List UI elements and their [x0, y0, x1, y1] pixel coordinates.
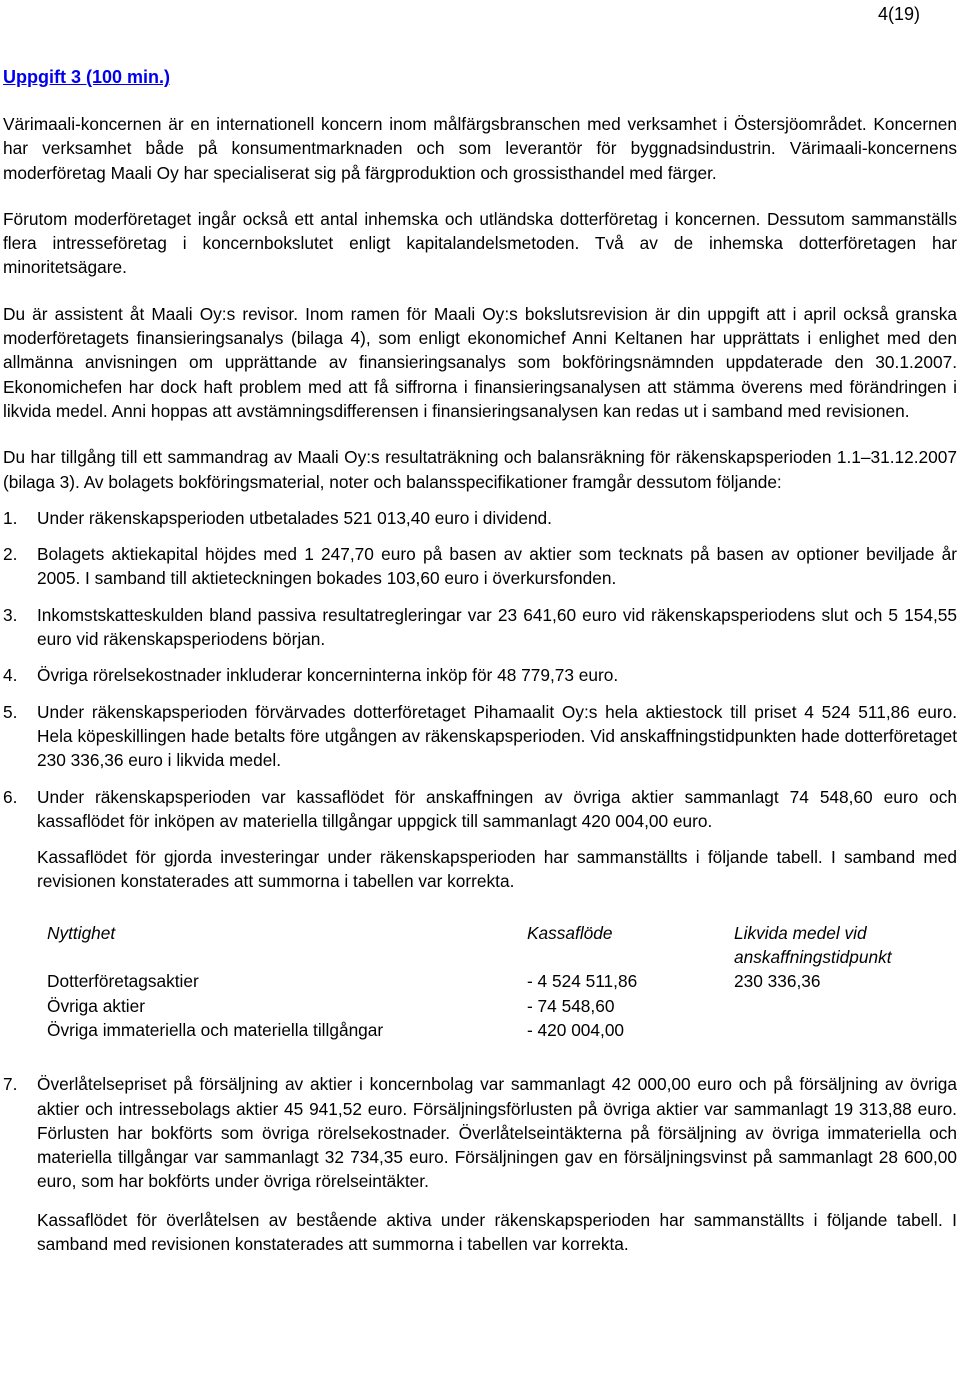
divestment-note: Kassaflödet för överlåtelsen av bestående aktiva under räkenskapsperioden har sammanställts i följande tabell. I samband med revisionen konstaterades att summorna i tabellen var korrekta. — [37, 1209, 957, 1254]
table-header-cell: Likvida medel vid anskaffningstidpunkt — [734, 922, 892, 968]
list-item-text: Under räkenskapsperioden var kassaflödet för anskaffningen av övriga aktier sammanlagt 74 548,60 euro och kassaflödet för inköpen av materiella tillgångar uppgick till sammanlagt 420 004,00 euro. — [37, 786, 957, 831]
table-cell: Övriga aktier — [47, 995, 145, 1016]
list-item-text: Bolagets aktiekapital höjdes med 1 247,70 euro på basen av aktier som tecknats på basen av optioner beviljade år 2005. I samband till aktieteckningen bokades 103,60 euro i överkursfonden. — [37, 544, 957, 589]
list-number: 5. — [3, 701, 18, 722]
list-number: 4. — [3, 665, 18, 686]
list-number: 2. — [3, 544, 18, 565]
table-header-row — [47, 921, 957, 970]
table-header-cell: Kassaflöde — [527, 922, 613, 943]
list-item-text: Under räkenskapsperioden utbetalades 521 013,40 euro i dividend. — [37, 507, 552, 528]
list-number: 7. — [3, 1074, 18, 1095]
table-row — [47, 1018, 957, 1042]
list-item-text: Övriga rörelsekostnader inkluderar koncerninterna inköp för 48 779,73 euro. — [37, 665, 619, 686]
table-cell: - 4 524 511,86 — [527, 971, 638, 992]
list-item — [3, 542, 957, 591]
numbered-list — [3, 1072, 957, 1193]
list-item — [3, 700, 957, 773]
numbered-list — [3, 506, 957, 833]
document-body — [3, 112, 957, 1256]
list-item-text: Överlåtelsepriset på försäljning av aktier i koncernbolag var sammanlagt 42 000,00 euro och på försäljning av övriga aktier och intressebolags aktier 45 941,52 euro. Försäljningsförlusten på övriga aktier var sammanlagt 19 313,88 euro. Förlusten har bokförts som övriga rörelsekostnader. Överlåtelseintäkterna på försäljning av övriga immateriella och materiella tillgångar var sammanlagt 32 734,35 euro. Försäljningen gav en försäljningsvinst på sammanlagt 28 600,00 euro, som har bokförts under övriga rörelseintäkter. — [37, 1074, 957, 1192]
list-number: 1. — [3, 507, 18, 528]
list-item-text: Inkomstskatteskulden bland passiva resultatregleringar var 23 641,60 euro vid räkenskapsperiodens slut och 5 154,55 euro vid räkenskapsperiodens början. — [37, 604, 957, 650]
intro-paragraph: Du har tillgång till ett sammandrag av Maali Oy:s resultaträkning och balansräkning för räkenskapsperioden 1.1–31.12.2007 (bilaga 3). Av bolagets bokföringsmaterial, noter och balansspecifikationer framgår dessutom följande: — [3, 447, 957, 492]
table-cell: Dotterföretagsaktier — [47, 971, 199, 992]
list-number: 3. — [3, 604, 18, 625]
list-item — [3, 1072, 957, 1193]
table-cell — [734, 1018, 944, 1042]
intro-paragraph: Du är assistent åt Maali Oy:s revisor. Inom ramen för Maali Oy:s bokslutsrevision är din uppgift att i april också granska moderföretagets finansieringsanalys (bilaga 4), som enligt ekonomichef Anni Keltanen har upprättats i enlighet med den allmänna anvisningen om upprättande av finansieringsanalys som bokföringsnämnden uppdaterade den 30.1.2007. Ekonomichefen har dock haft problem med att få siffrorna i finansieringsanalysen att stämma överens med förändringen i likvida medel. Anni hoppas att avstämningsdifferensen i finansieringsanalysen kan redas ut i samband med revisionen. — [3, 303, 957, 421]
table-cell — [734, 994, 944, 1018]
table-header-cell: Nyttighet — [47, 922, 116, 943]
investment-note: Kassaflödet för gjorda investeringar under räkenskapsperioden har sammanställts i följande tabell. I samband med revisionen konstaterades att summorna i tabellen var korrekta. — [37, 847, 957, 892]
list-number: 6. — [3, 786, 18, 807]
intro-paragraph: Värimaali-koncernen är en internationell koncern inom målfärgsbranschen med verksamhet i Östersjöområdet. Koncernen har verksamhet både på konsumentmarknaden och som leverantör för byggnadsindustrin. Värimaali-koncernens moderföretag Maali Oy har specialiserat sig på färgproduktion och grossisthandel med färger. — [3, 114, 957, 183]
list-item-text: Under räkenskapsperioden förvärvades dotterföretaget Pihamaalit Oy:s hela aktiestock till priset 4 524 511,86 euro. Hela köpeskillingen hade betalts före utgången av räkenskapsperioden. Vid anskaffningstidpunkten hade dotterföretaget 230 336,36 euro i likvida medel. — [37, 701, 957, 771]
list-item — [3, 663, 957, 687]
intro-paragraph: Förutom moderföretaget ingår också ett antal inhemska och utländska dotterföretag i koncernen. Dessutom sammanställs flera intresseföretag i koncernbokslutet enligt kapitalandelsmetoden. Två av de inhemska dotterföretagen har minoritetsägare. — [3, 208, 957, 278]
list-item — [3, 506, 957, 530]
table-row — [47, 994, 957, 1018]
cashflow-table — [47, 921, 957, 1042]
list-item — [3, 603, 957, 652]
list-item — [3, 785, 957, 834]
table-row — [47, 969, 957, 993]
table-cell: Övriga immateriella och materiella tillgångar — [47, 1019, 384, 1040]
table-cell: - 74 548,60 — [527, 995, 615, 1016]
table-cell: - 420 004,00 — [527, 1019, 625, 1040]
table-cell: 230 336,36 — [734, 971, 821, 992]
page-number: 4(19) — [877, 4, 920, 24]
task-title: Uppgift 3 (100 min.) — [3, 67, 171, 87]
